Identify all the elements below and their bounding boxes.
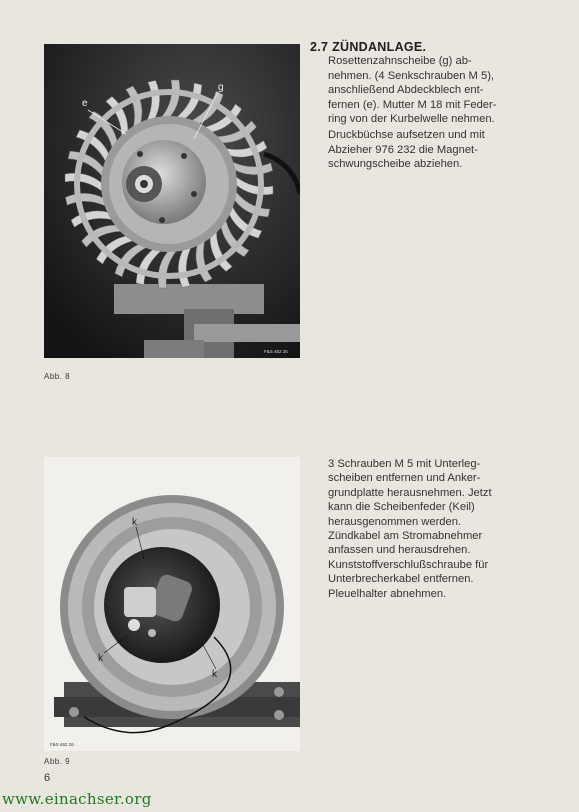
text-line: kann die Scheibenfeder (Keil)	[328, 501, 475, 514]
section-title: ZÜNDANLAGE.	[332, 40, 427, 54]
text-line: scheiben entfernen und Anker-	[328, 472, 481, 485]
paragraph-3	[328, 457, 506, 601]
text-line: Kunststoffverschlußschraube für	[328, 558, 489, 571]
text-line: nehmen. (4 Senkschrauben M 5),	[328, 69, 495, 82]
paragraph-1	[328, 54, 506, 126]
watermark-link[interactable]: www.einachser.org	[2, 790, 152, 808]
text-line: fernen (e). Mutter M 18 mit Feder-	[328, 98, 497, 111]
label-k-right: k	[212, 669, 217, 680]
text-line: Abzieher 976 232 die Magnet-	[328, 143, 478, 156]
text-line: grundplatte herausnehmen. Jetzt	[328, 486, 492, 499]
figure-8-ref: F&S 462 25	[264, 349, 288, 354]
figure-9-photo	[44, 457, 300, 751]
text-line: anfassen und herausdrehen.	[328, 544, 471, 557]
section-text-1	[310, 40, 506, 172]
text-line: Rosettenzahnscheibe (g) ab-	[328, 55, 472, 68]
figure-9-ref: F&S 462 26	[50, 742, 74, 747]
section-number: 2.7	[310, 40, 329, 54]
label-e: e	[82, 98, 88, 109]
text-line: anschließend Abdeckblech ent-	[328, 84, 484, 97]
text-line: herausgenommen werden.	[328, 515, 462, 528]
paragraph-2	[328, 128, 506, 171]
figure-8-caption: Abb. 8	[44, 372, 71, 381]
text-line: Druckbüchse aufsetzen und mit	[328, 129, 485, 142]
text-line: 3 Schrauben M 5 mit Unterleg-	[328, 458, 481, 470]
figure-8-photo	[44, 44, 300, 358]
label-k-left: k	[98, 653, 103, 664]
section-heading	[310, 40, 506, 54]
figure-9-caption: Abb. 9	[44, 757, 71, 766]
page-number: 6	[44, 772, 51, 784]
text-line: ring von der Kurbelwelle nehmen.	[328, 113, 495, 126]
label-k-top: k	[132, 517, 137, 528]
text-line: Zündkabel am Stromabnehmer	[328, 530, 483, 543]
text-line: Unterbrecherkabel entfernen.	[328, 573, 474, 586]
section-text-2	[328, 457, 506, 601]
text-line: schwungscheibe abziehen.	[328, 158, 463, 171]
text-line: Pleuelhalter abnehmen.	[328, 587, 447, 600]
label-g: g	[218, 82, 224, 93]
